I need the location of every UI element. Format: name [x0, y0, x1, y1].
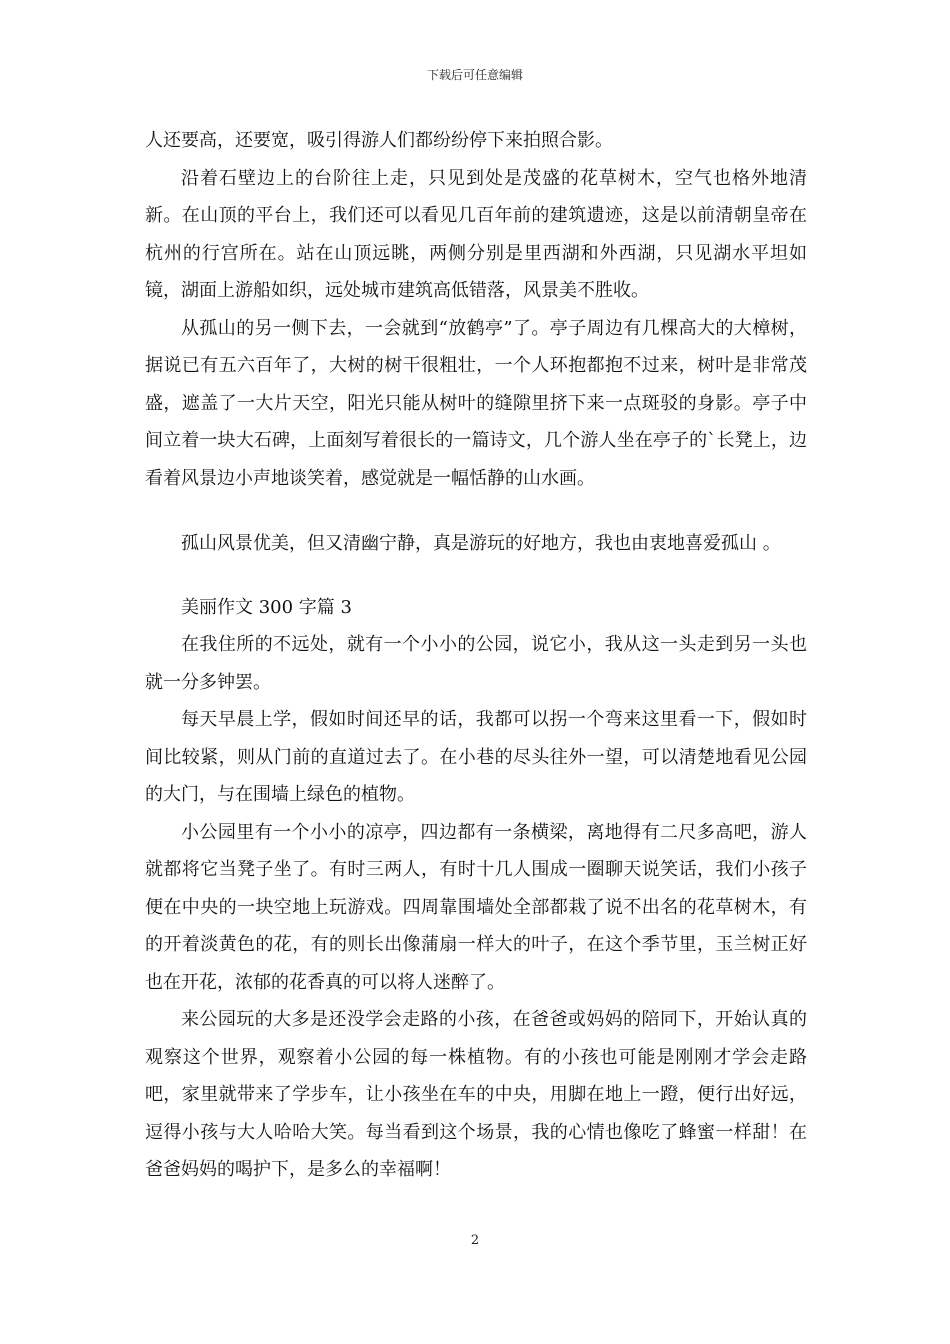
paragraph-gushan-conclusion: 孤山风景优美，但又清幽宁静，真是游玩的好地方，我也由衷地喜爱孤山 。: [181, 533, 781, 554]
paragraph-stone-steps: 沿着石壁边上的台阶往上走，只见到处是茂盛的花草树木，空气也格外地清新。在山顶的平台上，我们还可以看见几百年前的建筑遗迹，这是以前清朝皇帝在杭州的行宫所在。站在山顶远眺，两侧分别是里西湖和外西湖，只见湖水平坦如镜，湖面上游船如织，远处城市建筑高低错落，风景美不胜收。: [145, 167, 807, 301]
paragraph-small-park: 在我住所的不远处，就有一个小小的公园，说它小，我从这一头走到另一头也就一分多钟罢。: [145, 634, 807, 693]
paragraph-crane-pavilion: 从孤山的另一侧下去，一会就到“放鹤亭”了。亭子周边有几棵高大的大樟树，据说已有五六百年了，大树的树干很粗壮，一个人环抱都抱不过来，树叶是非常茂盛，遮盖了一大片天空，阳光只能从树叶的缝隙里挤下来一点斑驳的身影。亭子中间立着一块大石碑，上面刻写着很长的一篇诗文，几个游人坐在亭子的`长凳上，边看着风景边小声地谈笑着，感觉就是一幅恬静的山水画。: [145, 317, 807, 489]
paragraph-pavilion: 小公园里有一个小小的凉亭，四边都有一条横梁，离地得有二尺多高吧，游人就都将它当凳子坐了。有时三两人，有时十几人围成一圈聊天说笑话，我们小孩子便在中央的一块空地上玩游戏。四周靠围墙处全部都栽了说不出名的花草树木，有的开着淡黄色的花，有的则长出像蒲扇一样大的叶子，在这个季节里，玉兰树正好也在开花，浓郁的花香真的可以将人迷醉了。: [145, 821, 807, 993]
section-title: 美丽作文 300 字篇 3: [181, 596, 352, 618]
page-header: 下载后可任意编辑: [426, 68, 523, 82]
page-number: 2: [470, 1233, 480, 1248]
paragraph-continuation: 人还要高，还要宽，吸引得游人们都纷纷停下来拍照合影。: [145, 130, 613, 151]
paragraph-children: 来公园玩的大多是还没学会走路的小孩，在爸爸或妈妈的陪同下，开始认真的观察这个世界，观察着小公园的每一株植物。有的小孩也可能是刚刚才学会走路吧，家里就带来了学步车，让小孩坐在车的中央，用脚在地上一蹬，便行出好远，逗得小孩与大人哈哈大笑。每当看到这个场景，我的心情也像吃了蜂蜜一样甜！在爸爸妈妈的喝护下，是多么的幸福啊！: [145, 1009, 807, 1180]
paragraph-morning-school: 每天早晨上学，假如时间还早的话，我都可以拐一个弯来这里看一下，假如时间比较紧，则从门前的直道过去了。在小巷的尽头往外一望，可以清楚地看见公园的大门，与在围墙上绿色的植物。: [145, 709, 807, 805]
document-body: [145, 122, 807, 1189]
